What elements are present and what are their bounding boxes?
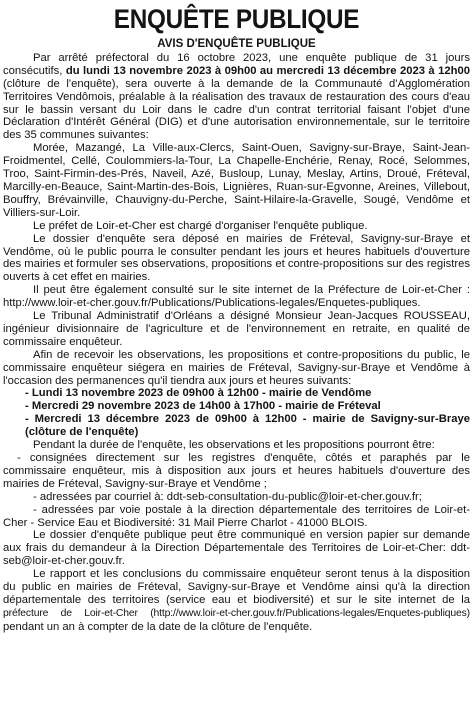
postale-paragraph: - adressées par voie postale à la direction départementale des territoires de Loir-et-Cher - Service Eau et Biodiversité: 31 Mail Pierre Charlot - 41000 BLOIS. [3, 503, 470, 529]
site-paragraph: Il peut être également consulté sur le site internet de la Préfecture de Loir-et-Cher : http://www.loir-et-cher.gouv.fr/Publications/Publications-legales/Enquetes-publiques. [3, 284, 470, 310]
permanence-1: - Lundi 13 novembre 2023 de 09h00 à 12h00 - mairie de Vendôme [25, 387, 372, 400]
intro-dates: du lundi 13 novembre 2023 à 09h00 au mercredi 13 décembre 2023 à 12h00 [65, 64, 471, 77]
intro-paragraph [3, 52, 470, 142]
rapport-paragraph [3, 568, 470, 634]
permanence-3: - Mercredi 13 décembre 2023 de 09h00 à 12h00 - mairie de Savigny-sur-Braye (clôture de l'enquête) [25, 413, 470, 439]
consignees-paragraph: - consignées directement sur les registres d'enquête, côtés et paraphés par le commissaire enquêteur, mis à disposition aux jours et heures habituels d'ouverture des mairies de Fréteval, Savigny-sur-Braye et Vendôme ; [3, 452, 470, 490]
permanence-2: - Mercredi 29 novembre 2023 de 14h00 à 17h00 - mairie de Fréteval [25, 400, 381, 413]
notice-page [0, 4, 473, 721]
notice-subtitle: AVIS D'ENQUÊTE PUBLIQUE [157, 38, 316, 50]
permanences-intro: Afin de recevoir les observations, les propositions et contre-propositions du public, le commissaire enquêteur siégera en mairies de Fréteval, Savigny-sur-Braye et Vendôme à l'occasion des permanences qu'il tiendra aux jours et heures suivants: [3, 348, 470, 387]
pendant-paragraph: Pendant la durée de l'enquête, les observations et les propositions pourront être: [33, 439, 435, 452]
rapport-prefecture-link: préfecture de Loir-et-Cher (http://www.loir-et-cher.gouv.fr/Publications-legales/Enquetes-publiques) [3, 607, 470, 619]
rapport-text-a: Le rapport et les conclusions du commissaire enquêteur seront tenus à la disposition du public en mairies de Fréteval, Savigny-sur-Braye et Vendôme ainsi qu'à la direction départementale des territoires (service eau et biodiversité) et sur le site internet de la [3, 568, 470, 606]
intro-text-a: Par arrêté préfectoral du 16 octobre 2023, une enquête publique de 31 jours consécutifs, [3, 51, 470, 77]
dossier-paragraph: Le dossier d'enquête sera déposé en mairies de Fréteval, Savigny-sur-Braye et Vendôme, où le public pourra le consulter pendant les jours et heures habituels d'ouverture des mairies et formuler ses observations, propositions et contre-propositions sur des registres ouverts à cet effet en mairies. [3, 232, 470, 284]
papier-paragraph: Le dossier d'enquête publique peut être communiqué en version papier sur demande aux frais du demandeur à la Direction Départementale des Territoires de Loir-et-Cher: ddt-seb@loir-et-cher.gouv.fr. [3, 529, 470, 568]
rapport-text-c: pendant un an à compter de la date de la clôture de l'enquête. [3, 620, 313, 633]
intro-text-c: (clôture de l'enquête), sera ouverte à la demande de la Communauté d'Agglomération Territoires Vendômois, préalable à la réalisation des travaux de restauration des cours d'eau sur le bassin versant du Loir dans le cadre d'un contrat territorial faisant l'objet d'une Déclaration d'Intérêt Général (DIG) et d'une autorisation environnementale, sur le territoire des 35 communes suivantes: [3, 77, 470, 142]
communes-list: Morée, Mazangé, La Ville-aux-Clercs, Saint-Ouen, Savigny-sur-Braye, Saint-Jean-Froidmentel, Cellé, Coulommiers-la-Tour, La Chapelle-Enchérie, Renay, Rocé, Selommes, Troo, Saint-Firmin-des-Prés, Naveil, Azé, Busloup, Lunay, Meslay, Artins, Droué, Fréteval, Marcilly-en-Beauce, Saint-Martin-des-Bois, Lignières, Ruan-sur-Egvonne, Areines, Villebout, Bouffry, Brévainville, Chauvigny-du-Perche, Saint-Hilaire-la-Gravelle, Sougé, Vendôme et Villiers-sur-Loir. [3, 142, 470, 219]
page-title: ENQUÊTE PUBLIQUE [113, 4, 360, 34]
prefet-paragraph: Le préfet de Loir-et-Cher est chargé d'organiser l'enquête publique. [33, 219, 368, 232]
courriel-paragraph: - adressées par courriel à: ddt-seb-consultation-du-public@loir-et-cher.gouv.fr; [33, 490, 422, 503]
tribunal-paragraph: Le Tribunal Administratif d'Orléans a désigné Monsieur Jean-Jacques ROUSSEAU, ingénieur divisionnaire de l'agriculture et de l'environnement en retraite, en qualité de commissaire enquêteur. [3, 310, 470, 348]
